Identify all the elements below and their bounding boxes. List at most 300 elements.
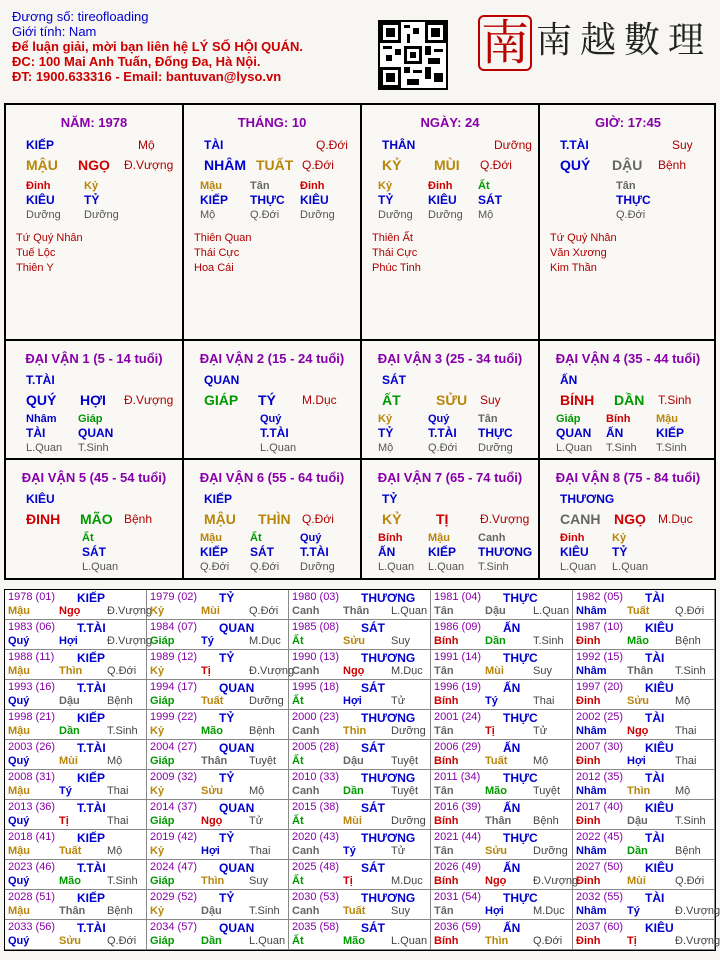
- pillar-top-phase: Dưỡng: [494, 138, 532, 152]
- year-phase: Tử: [391, 695, 406, 707]
- hidden-god: T.TÀI: [428, 426, 457, 440]
- hidden-phase: L.Quan: [378, 561, 415, 573]
- year-stem: Tân: [434, 905, 454, 917]
- year-cell: [431, 890, 573, 920]
- year-stem: Đinh: [576, 935, 601, 947]
- year-stem: Nhâm: [576, 785, 607, 797]
- year-branch: Mão: [343, 935, 365, 947]
- year-god: TỶ: [219, 711, 235, 725]
- hidden-god: THƯƠNG: [478, 545, 533, 559]
- year-god: THƯƠNG: [361, 711, 416, 725]
- dai-van-stem: ẤT: [382, 392, 401, 408]
- year-phase: T.Sinh: [107, 725, 138, 737]
- year-cell: [147, 590, 289, 620]
- year-god: KIẾP: [77, 591, 106, 605]
- year-phase: Dưỡng: [391, 815, 426, 827]
- hidden-stem: Bính: [378, 532, 403, 544]
- year-stem: Đinh: [576, 815, 601, 827]
- hidden-stem: Ất: [82, 532, 94, 544]
- dai-van-stem: ĐINH: [26, 511, 61, 527]
- hidden-stem: Kỷ: [84, 180, 99, 192]
- year-phase: Đ.Vượng: [107, 635, 153, 647]
- year-label: 2030 (53): [292, 891, 340, 903]
- year-god: KIẾP: [77, 771, 106, 785]
- dai-van-phase: M.Dục: [302, 393, 337, 407]
- dai-van-phase: T.Sinh: [658, 393, 692, 407]
- year-phase: Mộ: [675, 695, 691, 707]
- year-branch: Tý: [343, 845, 356, 857]
- year-label: 1999 (22): [150, 711, 198, 723]
- year-phase: T.Sinh: [675, 665, 706, 677]
- year-cell: [573, 770, 715, 800]
- year-stem: Tân: [434, 605, 454, 617]
- hidden-god: QUAN: [78, 426, 114, 440]
- year-cell: [5, 800, 147, 830]
- pillar-branch: MÙI: [434, 157, 460, 173]
- dai-van-title: ĐẠI VẬN 6 (55 - 64 tuổi): [199, 470, 345, 485]
- year-branch: Tuất: [627, 605, 650, 617]
- year-stem: Giáp: [150, 755, 175, 767]
- year-branch: Dậu: [627, 815, 648, 827]
- year-label: 2036 (59): [434, 921, 482, 933]
- year-cell: [573, 590, 715, 620]
- year-god: KIẾP: [77, 891, 106, 905]
- year-phase: Tuyệt: [249, 755, 277, 767]
- year-branch: Sửu: [201, 785, 224, 797]
- year-phase: Tuyệt: [391, 755, 419, 767]
- year-branch: Tị: [485, 725, 495, 737]
- year-cell: [147, 650, 295, 680]
- header-line: Đương số: tireofloading: [12, 9, 149, 24]
- year-stem: Nhâm: [576, 905, 607, 917]
- year-branch: Mùi: [201, 605, 220, 617]
- year-god: THỰC: [503, 891, 538, 905]
- year-label: 2033 (56): [8, 921, 56, 933]
- year-label: 2029 (52): [150, 891, 198, 903]
- year-branch: Dậu: [59, 695, 80, 707]
- year-label: 1998 (21): [8, 711, 56, 723]
- year-label: 2023 (46): [8, 861, 56, 873]
- year-branch: Ngọ: [201, 815, 223, 827]
- year-god: KIÊU: [645, 621, 674, 635]
- year-god: T.TÀI: [77, 801, 106, 815]
- hidden-phase: L.Quan: [82, 561, 119, 573]
- year-cell: [289, 740, 431, 770]
- year-god: T.TÀI: [77, 741, 106, 755]
- year-label: 1997 (20): [576, 681, 624, 693]
- year-label: 2035 (58): [292, 921, 340, 933]
- year-label: 2008 (31): [8, 771, 56, 783]
- year-cell: [5, 650, 147, 680]
- year-stem: Tân: [434, 845, 454, 857]
- hidden-god: TÀI: [26, 426, 46, 440]
- year-label: 2007 (30): [576, 741, 624, 753]
- year-phase: L.Quan: [249, 935, 286, 947]
- year-god: THỰC: [503, 651, 538, 665]
- pillar-top-phase: Mộ: [138, 138, 155, 152]
- year-label: 2028 (51): [8, 891, 56, 903]
- dai-van-cell: [362, 341, 538, 458]
- year-label: 2017 (40): [576, 801, 624, 813]
- year-cell: [573, 890, 720, 920]
- hidden-stem: Quý: [300, 532, 322, 544]
- year-phase: Đ.Vượng: [675, 935, 720, 947]
- header-line: ĐT: 1900.633316 - Email: bantuvan@lyso.vn: [12, 69, 282, 84]
- hidden-god: THỰC: [478, 426, 513, 440]
- year-branch: Hợi: [343, 695, 362, 707]
- year-label: 1992 (15): [576, 651, 624, 663]
- year-god: KIẾP: [77, 831, 106, 845]
- star-label: Thái Cực: [372, 247, 418, 259]
- year-stem: Đinh: [576, 695, 601, 707]
- year-stem: Giáp: [150, 635, 175, 647]
- dai-van-stem: BÍNH: [560, 392, 595, 408]
- hidden-god: TỶ: [84, 193, 100, 207]
- year-label: 2012 (35): [576, 771, 624, 783]
- year-branch: Tị: [59, 815, 69, 827]
- year-cell: [147, 860, 289, 890]
- year-branch: Dậu: [201, 905, 222, 917]
- year-cell: [289, 710, 431, 740]
- hidden-stem: Tân: [616, 180, 636, 192]
- year-god: THƯƠNG: [361, 651, 416, 665]
- year-cell: [289, 830, 431, 860]
- year-label: 2037 (60): [576, 921, 624, 933]
- year-stem: Tân: [434, 665, 454, 677]
- year-phase: Thai: [675, 755, 697, 767]
- hidden-phase: T.Sinh: [78, 442, 109, 454]
- pillar-phase: Đ.Vượng: [124, 158, 174, 172]
- dai-van-title: ĐẠI VẬN 4 (35 - 44 tuổi): [555, 351, 701, 366]
- year-god: KIÊU: [645, 921, 674, 935]
- dai-van-branch: THÌN: [258, 511, 291, 527]
- pillar-cell: [184, 105, 360, 339]
- year-stem: Quý: [8, 635, 30, 647]
- year-phase: Mộ: [533, 755, 549, 767]
- dai-van-stem: GIÁP: [204, 392, 239, 408]
- pillar-ten-god: T.TÀI: [560, 138, 589, 152]
- year-god: KIÊU: [645, 801, 674, 815]
- pillar-grid: [4, 103, 716, 580]
- year-phase: Thai: [107, 815, 129, 827]
- year-god: QUAN: [219, 681, 255, 695]
- year-label: 2002 (25): [576, 711, 624, 723]
- year-phase: Bệnh: [107, 695, 133, 707]
- year-branch: Tuất: [343, 905, 366, 917]
- year-stem: Giáp: [150, 875, 175, 887]
- year-label: 2006 (29): [434, 741, 482, 753]
- year-stem: Kỷ: [150, 725, 165, 737]
- year-cell: [147, 800, 289, 830]
- year-branch: Mùi: [343, 815, 362, 827]
- year-phase: M.Dục: [249, 635, 281, 647]
- star-label: Thiên Ất: [372, 232, 413, 244]
- dai-van-branch: TÝ: [258, 392, 276, 408]
- dai-van-title: ĐẠI VẬN 1 (5 - 14 tuổi): [25, 351, 163, 366]
- year-god: TÀI: [645, 591, 665, 605]
- year-cell: [5, 590, 153, 620]
- year-stem: Bính: [434, 755, 459, 767]
- hidden-phase: L.Quan: [612, 561, 649, 573]
- year-cell: [289, 650, 431, 680]
- hidden-god: TỶ: [378, 193, 394, 207]
- year-phase: Q.Đới: [533, 935, 563, 947]
- year-branch: Mão: [627, 635, 649, 647]
- year-label: 2025 (48): [292, 861, 340, 873]
- hidden-stem: Mậu: [200, 180, 222, 192]
- year-cell: [573, 830, 715, 860]
- year-god: T.TÀI: [77, 621, 106, 635]
- dai-van-god: TỶ: [382, 492, 398, 506]
- star-label: Tuế Lộc: [16, 247, 56, 259]
- year-cell: [289, 800, 431, 830]
- year-phase: Suy: [391, 635, 410, 647]
- year-label: 1995 (18): [292, 681, 340, 693]
- year-god: SÁT: [361, 741, 385, 755]
- year-stem: Mậu: [8, 845, 30, 857]
- dai-van-phase: Đ.Vượng: [480, 512, 530, 526]
- hidden-stem: Kỷ: [378, 180, 393, 192]
- year-stem: Canh: [292, 905, 320, 917]
- year-label: 2013 (36): [8, 801, 56, 813]
- year-branch: Sửu: [343, 635, 366, 647]
- year-phase: Đ.Vượng: [107, 605, 153, 617]
- dai-van-branch: NGỌ: [614, 511, 646, 527]
- year-label: 1978 (01): [8, 591, 56, 603]
- year-label: 2032 (55): [576, 891, 624, 903]
- dai-van-cell: [540, 341, 716, 458]
- year-cell: [289, 860, 431, 890]
- pillar-phase: Q.Đới: [302, 158, 334, 172]
- year-branch: Sửu: [627, 695, 650, 707]
- pillar-stem: MẬU: [26, 157, 58, 173]
- year-god: THƯƠNG: [361, 831, 416, 845]
- year-cell: [147, 920, 289, 950]
- year-cell: [431, 800, 573, 830]
- dai-van-god: SÁT: [382, 373, 406, 387]
- year-branch: Dậu: [485, 605, 506, 617]
- hidden-phase: L.Quan: [428, 561, 465, 573]
- year-phase: Q.Đới: [107, 935, 137, 947]
- year-branch: Thân: [59, 905, 86, 917]
- year-label: 1994 (17): [150, 681, 198, 693]
- qr-code-icon: [380, 22, 446, 88]
- pillar-top-phase: Q.Đới: [316, 138, 348, 152]
- hidden-god: ẤN: [378, 545, 396, 559]
- hidden-god: SÁT: [82, 545, 106, 559]
- hidden-phase: T.Sinh: [478, 561, 509, 573]
- year-cell: [289, 680, 431, 710]
- hidden-phase: L.Quan: [556, 442, 593, 454]
- year-phase: Tuyệt: [391, 785, 419, 797]
- year-god: SÁT: [361, 861, 385, 875]
- year-phase: T.Sinh: [107, 875, 138, 887]
- year-cell: [431, 740, 573, 770]
- year-phase: Thai: [249, 845, 271, 857]
- year-phase: Đ.Vượng: [249, 665, 295, 677]
- hidden-stem: Đinh: [300, 180, 325, 192]
- year-branch: Thân: [201, 755, 228, 767]
- year-label: 1987 (10): [576, 621, 624, 633]
- year-branch: Mão: [201, 725, 223, 737]
- year-stem: Tân: [434, 725, 454, 737]
- hidden-phase: Dưỡng: [478, 442, 513, 454]
- hidden-phase: L.Quan: [560, 561, 597, 573]
- year-label: 2016 (39): [434, 801, 482, 813]
- year-branch: Ngọ: [627, 725, 649, 737]
- year-label: 2009 (32): [150, 771, 198, 783]
- year-phase: Suy: [533, 665, 552, 677]
- pillar-title: THÁNG: 10: [237, 115, 307, 130]
- year-branch: Tuất: [201, 695, 224, 707]
- year-cell: [147, 740, 289, 770]
- year-god: ẤN: [503, 921, 521, 935]
- year-god: SÁT: [361, 621, 385, 635]
- year-label: 1980 (03): [292, 591, 340, 603]
- year-stem: Đinh: [576, 755, 601, 767]
- pillar-ten-god: KIẾP: [26, 138, 55, 152]
- year-god: KIÊU: [645, 681, 674, 695]
- hidden-stem: Kỷ: [378, 413, 393, 425]
- year-god: THỰC: [503, 771, 538, 785]
- year-stem: Quý: [8, 875, 30, 887]
- year-stem: Mậu: [8, 785, 30, 797]
- hidden-phase: Q.Đới: [250, 561, 280, 573]
- year-branch: Tý: [59, 785, 72, 797]
- year-god: THƯƠNG: [361, 771, 416, 785]
- year-stem: Giáp: [150, 935, 175, 947]
- year-branch: Mùi: [627, 875, 646, 887]
- year-stem: Quý: [8, 935, 30, 947]
- year-cell: [431, 710, 573, 740]
- dai-van-cell: [540, 460, 716, 578]
- year-cell: [147, 620, 289, 650]
- year-label: 2015 (38): [292, 801, 340, 813]
- hidden-phase: Q.Đới: [250, 209, 280, 221]
- year-cell: [147, 830, 289, 860]
- year-cell: [147, 890, 289, 920]
- dai-van-branch: MÃO: [80, 511, 113, 527]
- pillar-branch: DẬU: [612, 157, 643, 173]
- dai-van-stem: CANH: [560, 511, 601, 527]
- year-branch: Thìn: [201, 875, 225, 887]
- year-stem: Giáp: [150, 695, 175, 707]
- dai-van-title: ĐẠI VẬN 8 (75 - 84 tuổi): [555, 470, 701, 485]
- dai-van-god: THƯƠNG: [560, 492, 615, 506]
- year-phase: Bệnh: [533, 815, 559, 827]
- year-phase: Dưỡng: [391, 725, 426, 737]
- hidden-god: T.TÀI: [260, 426, 289, 440]
- year-branch: Thìn: [485, 935, 509, 947]
- header-info: [12, 9, 372, 84]
- star-label: Tứ Quý Nhân: [550, 232, 617, 244]
- year-branch: Hợi: [201, 845, 220, 857]
- year-stem: Nhâm: [576, 665, 607, 677]
- pillar-title: NĂM: 1978: [60, 115, 128, 130]
- dai-van-phase: M.Dục: [658, 512, 693, 526]
- dai-van-cell: [6, 460, 182, 578]
- star-label: Thái Cực: [194, 247, 240, 259]
- year-god: QUAN: [219, 621, 255, 635]
- hidden-stem: Tân: [478, 413, 498, 425]
- hidden-god: KIẾP: [200, 193, 229, 207]
- year-stem: Canh: [292, 665, 320, 677]
- hidden-stem: Đinh: [26, 180, 51, 192]
- year-god: ẤN: [503, 681, 521, 695]
- year-phase: M.Dục: [391, 665, 423, 677]
- brand-seal: 南: [478, 15, 532, 71]
- year-god: TÀI: [645, 831, 665, 845]
- year-branch: Hợi: [59, 635, 78, 647]
- year-cell: [573, 680, 715, 710]
- year-god: T.TÀI: [77, 861, 106, 875]
- dai-van-title: ĐẠI VẬN 7 (65 - 74 tuổi): [377, 470, 523, 485]
- year-god: KIẾP: [77, 711, 106, 725]
- year-phase: Mộ: [675, 785, 691, 797]
- year-stem: Canh: [292, 785, 320, 797]
- year-label: 2000 (23): [292, 711, 340, 723]
- year-god: TỶ: [219, 651, 235, 665]
- year-cell: [431, 830, 573, 860]
- year-label: 1979 (02): [150, 591, 198, 603]
- year-branch: Thìn: [59, 665, 83, 677]
- hidden-phase: T.Sinh: [606, 442, 637, 454]
- year-cell: [431, 920, 573, 950]
- year-label: 2001 (24): [434, 711, 482, 723]
- year-label: 2004 (27): [150, 741, 198, 753]
- year-god: KIÊU: [645, 861, 674, 875]
- year-label: 2010 (33): [292, 771, 340, 783]
- year-stem: Kỷ: [150, 905, 165, 917]
- year-god: KIẾP: [77, 651, 106, 665]
- hidden-god: T.TÀI: [300, 545, 329, 559]
- year-stem: Bính: [434, 695, 459, 707]
- year-god: TỶ: [219, 891, 235, 905]
- year-god: ẤN: [503, 741, 521, 755]
- year-phase: Q.Đới: [107, 665, 137, 677]
- hidden-stem: Đinh: [428, 180, 453, 192]
- pillar-branch: TUẤT: [256, 157, 294, 173]
- year-stem: Canh: [292, 725, 320, 737]
- year-phase: T.Sinh: [533, 635, 564, 647]
- year-stem: Bính: [434, 635, 459, 647]
- hidden-phase: Q.Đới: [616, 209, 646, 221]
- year-branch: Ngọ: [59, 605, 81, 617]
- year-stem: Tân: [434, 785, 454, 797]
- dai-van-branch: DẦN: [614, 392, 645, 408]
- hidden-stem: Giáp: [78, 413, 103, 425]
- year-branch: Tị: [201, 665, 211, 677]
- year-branch: Ngọ: [343, 665, 365, 677]
- year-stem: Mậu: [8, 665, 30, 677]
- year-phase: Q.Đới: [675, 605, 705, 617]
- year-stem: Ất: [292, 695, 304, 707]
- pillar-cell: [362, 105, 538, 339]
- year-cell: [573, 860, 715, 890]
- year-cell: [431, 860, 579, 890]
- year-stem: Nhâm: [576, 845, 607, 857]
- year-stem: Quý: [8, 755, 30, 767]
- dai-van-god: T.TÀI: [26, 373, 55, 387]
- year-label: 2005 (28): [292, 741, 340, 753]
- dai-van-god: QUAN: [204, 373, 240, 387]
- year-label: 2027 (50): [576, 861, 624, 873]
- hidden-god: KIÊU: [428, 193, 457, 207]
- year-god: T.TÀI: [77, 681, 106, 695]
- year-cell: [573, 800, 715, 830]
- star-label: Thiên Y: [16, 262, 54, 274]
- year-stem: Mậu: [8, 905, 30, 917]
